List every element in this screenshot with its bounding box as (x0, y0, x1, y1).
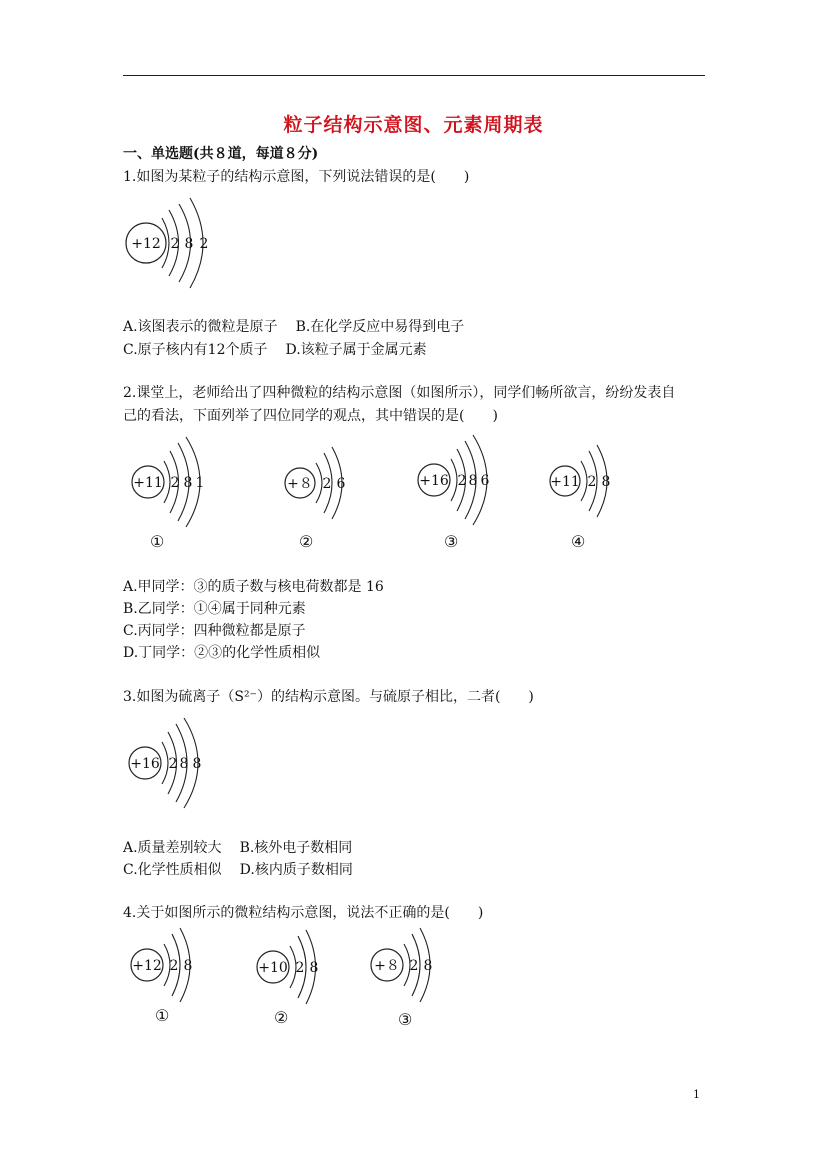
q4-atom-1-label: ① (155, 1006, 170, 1025)
q2-option-c: C.丙同学：四种微粒都是原子 (123, 623, 306, 639)
svg-text:8: 8 (192, 756, 202, 772)
svg-text:6: 6 (480, 473, 490, 489)
question-1-stem: 1.如图为某粒子的结构示意图，下列说法错误的是( ) (123, 169, 470, 185)
svg-text:2: 2 (587, 474, 597, 490)
svg-text:+16: +16 (130, 756, 160, 772)
shell-electron-count: 2 (199, 236, 209, 252)
page-number: 1 (693, 1088, 700, 1101)
question-2-stem-line-1: 2.课堂上，老师给出了四种微粒的结构示意图（如图所示），同学们畅所欲言，纷纷发表自 (123, 385, 676, 401)
svg-text:2: 2 (295, 960, 305, 976)
q2-atom-4-label: ④ (571, 532, 586, 551)
svg-text:2: 2 (169, 958, 179, 974)
svg-text:2: 2 (457, 473, 467, 489)
q3-options-row-2 (123, 859, 353, 881)
nucleus-charge: +12 (131, 236, 161, 252)
svg-text:6: 6 (336, 476, 346, 492)
header-rule (123, 75, 705, 76)
q1-atom-diagram (124, 196, 224, 290)
q2-option-a: A.甲同学：③的质子数与核电荷数都是 16 (123, 579, 384, 595)
q3-atom-diagram (128, 716, 218, 810)
svg-text:2: 2 (322, 476, 332, 492)
section-heading: 一、单选题(共８道，每道８分) (123, 146, 319, 162)
shell-electron-count: 8 (184, 236, 194, 252)
option-b: B.核外电子数相同 (239, 840, 353, 856)
option-c: C.化学性质相似 (123, 862, 222, 878)
svg-text:+８: +８ (374, 958, 400, 974)
q4-atom-2-diagram (255, 930, 325, 1006)
svg-text:8: 8 (309, 960, 319, 976)
q4-atom-1-diagram (130, 928, 200, 1004)
q2-atom-3-label: ③ (444, 532, 459, 551)
svg-text:+10: +10 (258, 960, 288, 976)
option-d: D.该粒子属于金属元素 (285, 342, 427, 358)
option-b: B.在化学反应中易得到电子 (295, 319, 465, 335)
svg-text:2: 2 (168, 756, 178, 772)
svg-text:2: 2 (170, 475, 180, 491)
option-a: A.质量差别较大 (123, 840, 222, 856)
svg-text:8: 8 (601, 474, 611, 490)
svg-text:+16: +16 (419, 473, 449, 489)
q2-option-b: B.乙同学：①④属于同种元素 (123, 601, 306, 617)
page-title: 粒子结构示意图、元素周期表 (283, 114, 544, 136)
q1-options-row-1 (123, 316, 464, 338)
q2-atom-1-diagram (130, 435, 220, 529)
question-3-stem: 3.如图为硫离子（S²⁻）的结构示意图。与硫原子相比，二者( ) (123, 689, 534, 705)
svg-text:8: 8 (183, 958, 193, 974)
q1-options-row-2 (123, 339, 427, 361)
svg-text:+11: +11 (550, 474, 580, 490)
question-4-stem: 4.关于如图所示的微粒结构示意图，说法不正确的是( ) (123, 905, 484, 921)
shell-electron-count: 2 (170, 236, 180, 252)
q3-options-row-1 (123, 837, 352, 859)
q2-atom-2-diagram (284, 445, 354, 521)
svg-text:8: 8 (468, 473, 478, 489)
svg-text:+12: +12 (132, 958, 162, 974)
option-d: D.核内质子数相同 (239, 862, 353, 878)
svg-text:8: 8 (183, 475, 193, 491)
option-a: A.该图表示的微粒是原子 (123, 319, 278, 335)
option-c: C.原子核内有12个质子 (123, 342, 268, 358)
q4-atom-3-label: ③ (398, 1010, 413, 1029)
question-2-stem-line-2: 己的看法，下面列举了四位同学的观点，其中错误的是( ) (123, 408, 498, 424)
svg-text:1: 1 (195, 475, 205, 491)
q2-option-d: D.丁同学：②③的化学性质相似 (123, 645, 321, 661)
svg-text:+11: +11 (133, 475, 163, 491)
svg-text:2: 2 (409, 958, 419, 974)
svg-text:8: 8 (423, 958, 433, 974)
q4-atom-2-label: ② (274, 1008, 289, 1027)
q2-atom-3-diagram (417, 435, 507, 529)
svg-text:8: 8 (179, 756, 189, 772)
q2-atom-4-diagram (549, 445, 619, 521)
svg-text:+８: +８ (287, 476, 313, 492)
q2-atom-1-label: ① (150, 532, 165, 551)
q2-atom-2-label: ② (299, 532, 314, 551)
q4-atom-3-diagram (370, 928, 440, 1004)
